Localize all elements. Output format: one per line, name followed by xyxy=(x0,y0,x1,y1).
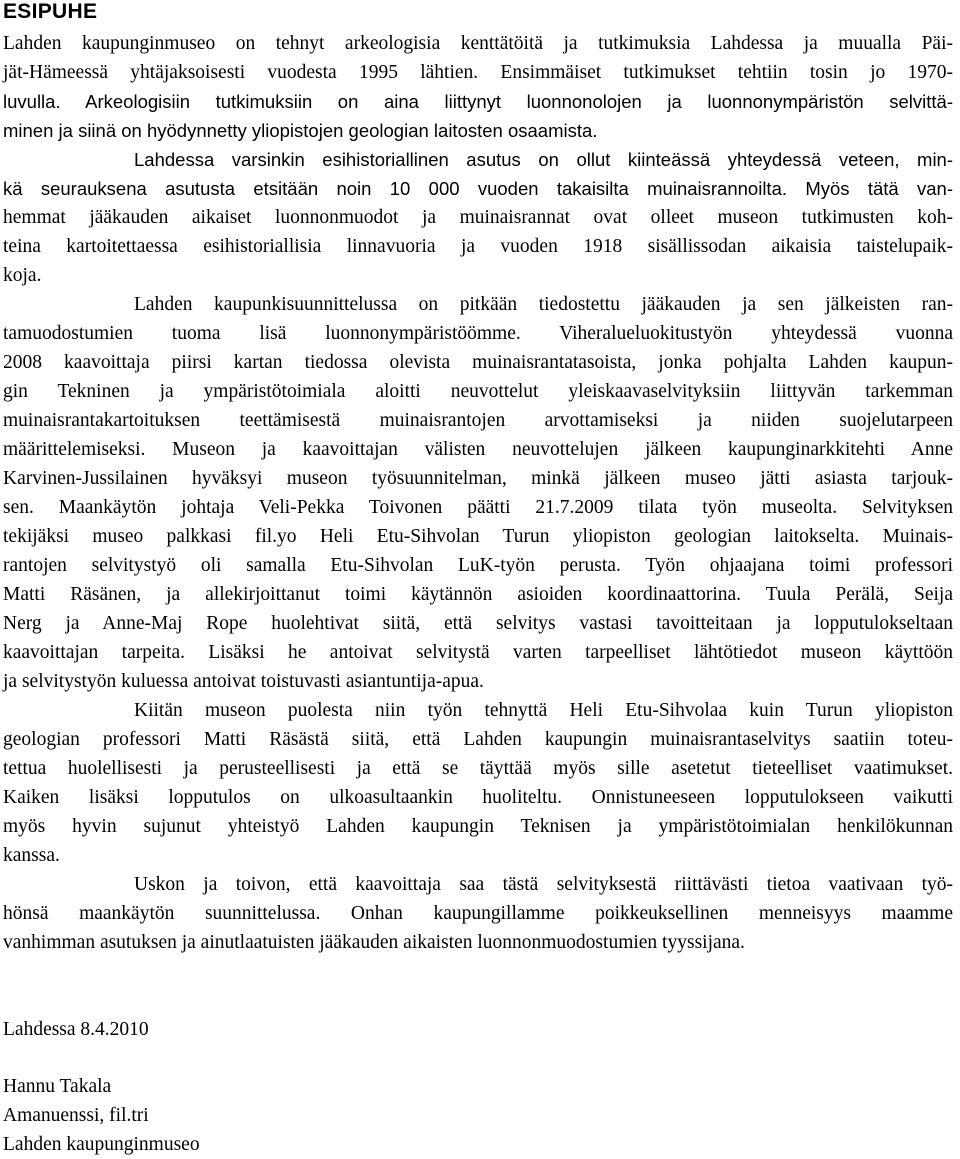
text-line: hönsä maankäytön suunnittelussa. Onhan kaupungillamme poikkeuksellinen menneisyys maamme xyxy=(3,903,953,924)
text-line: Nerg ja Anne-Maj Rope huolehtivat siitä, että selvitys vastasi tavoitteitaan ja lopputulokseltaan xyxy=(3,613,953,634)
text-line: hemmat jääkauden aikaiset luonnonmuodot ja muinaisrannat ovat olleet museon tutkimusten koh- xyxy=(3,207,953,228)
text-line: tettua huolellisesti ja perusteellisesti ja että se täyttää myös sille asetetut tieteelliset vaatimukset. xyxy=(3,758,953,779)
text-line: tekijäksi museo palkkasi fil.yo Heli Etu-Sihvolan Turun yliopiston geologian laitokselta. Muinais- xyxy=(3,526,953,547)
text-line: kaavoittajan tarpeita. Lisäksi he antoivat selvitystä varten tarpeelliset lähtötiedot museon käyttöön xyxy=(3,642,953,663)
text-line: Kiitän museon puolesta niin työn tehnyttä Heli Etu-Sihvolaa kuin Turun yliopiston xyxy=(134,700,953,721)
text-line: myös hyvin sujunut yhteistyö Lahden kaupungin Teknisen ja ympäristötoimialan henkilökunnan xyxy=(3,816,953,837)
signature-block xyxy=(3,1015,200,1159)
place-date: Lahdessa 8.4.2010 xyxy=(3,1019,149,1040)
preface-body xyxy=(3,29,953,957)
text-line: Matti Räsänen, ja allekirjoittanut toimi käytännön asioiden koordinaattorina. Tuula Perälä, Seija xyxy=(3,584,953,605)
text-line: Lahden kaupunginmuseo on tehnyt arkeologisia kenttätöitä ja tutkimuksia Lahdessa ja muualla Päi- xyxy=(3,33,953,54)
text-line: rantojen selvitystyö oli samalla Etu-Sihvolan LuK-työn perusta. Työn ohjaajana toimi professori xyxy=(3,555,953,576)
signer-name: Hannu Takala xyxy=(3,1076,112,1097)
page-title: ESIPUHE xyxy=(3,0,98,23)
text-line: sen. Maankäytön johtaja Veli-Pekka Toivonen päätti 21.7.2009 tilata työn museolta. Selvityksen xyxy=(3,497,953,518)
text-line: koja. xyxy=(3,265,42,286)
text-line: 2008 kaavoittaja piirsi kartan tiedossa olevista muinaisrantatasoista, jonka pohjalta Lahden kaupun- xyxy=(3,352,953,373)
signer-organization: Lahden kaupunginmuseo xyxy=(3,1134,200,1155)
text-line: gin Tekninen ja ympäristötoimiala aloitti neuvottelut yleiskaavaselvityksiin liittyvän tarkemman xyxy=(3,381,953,402)
text-line: Lahden kaupunkisuunnittelussa on pitkään tiedostettu jääkauden ja sen jälkeisten ran- xyxy=(134,294,953,315)
text-line: tamuodostumien tuoma lisä luonnonympäristöömme. Viheralueluokitustyön yhteydessä vuonna xyxy=(3,323,953,344)
signer-title: Amanuenssi, fil.tri xyxy=(3,1105,149,1126)
text-line: luvulla. Arkeologisiin tutkimuksiin on aina liittynyt luonnonolojen ja luonnonympäristön selvittä- xyxy=(3,91,953,112)
text-line: määrittelemiseksi. Museon ja kaavoittajan välisten neuvottelujen jälkeen kaupunginarkkitehti Anne xyxy=(3,439,953,460)
text-line: geologian professori Matti Räsästä siitä, että Lahden kaupungin muinaisrantaselvitys saatiin toteu- xyxy=(3,729,953,750)
text-line: Karvinen-Jussilainen hyväksyi museon työsuunnitelman, minkä jälkeen museo jätti asiasta tarjouk- xyxy=(3,468,953,489)
text-line: kanssa. xyxy=(3,845,60,866)
text-line: ja selvitystyön kuluessa antoivat toistuvasti asiantuntija-apua. xyxy=(3,671,484,692)
text-line: muinaisrantakartoituksen teettämisestä muinaisrantojen arvottamiseksi ja niiden suojelutarpeen xyxy=(3,410,953,431)
text-line: Kaiken lisäksi lopputulos on ulkoasultaankin huoliteltu. Onnistuneeseen lopputulokseen vaikutti xyxy=(3,787,953,808)
text-line: Uskon ja toivon, että kaavoittaja saa tästä selvityksestä riittävästi tietoa vaativaan työ- xyxy=(134,874,953,895)
text-line: kä seurauksena asutusta etsitään noin 10 000 vuoden takaisilta muinaisrannoilta. Myös tätä van- xyxy=(3,178,953,199)
text-line: minen ja siinä on hyödynnetty yliopistojen geologian laitosten osaamista. xyxy=(3,120,598,141)
text-line: jät-Hämeessä yhtäjaksoisesti vuodesta 1995 lähtien. Ensimmäiset tutkimukset tehtiin tosin jo 1970- xyxy=(3,62,953,83)
text-line: teina kartoitettaessa esihistoriallisia linnavuoria ja vuoden 1918 sisällissodan aikaisia taistelupaik- xyxy=(3,236,953,257)
text-line: vanhimman asutuksen ja ainutlaatuisten jääkauden aikaisten luonnonmuodostumien tyyssijana. xyxy=(3,932,745,953)
text-line: Lahdessa varsinkin esihistoriallinen asutus on ollut kiinteässä yhteydessä veteen, min- xyxy=(134,149,953,170)
